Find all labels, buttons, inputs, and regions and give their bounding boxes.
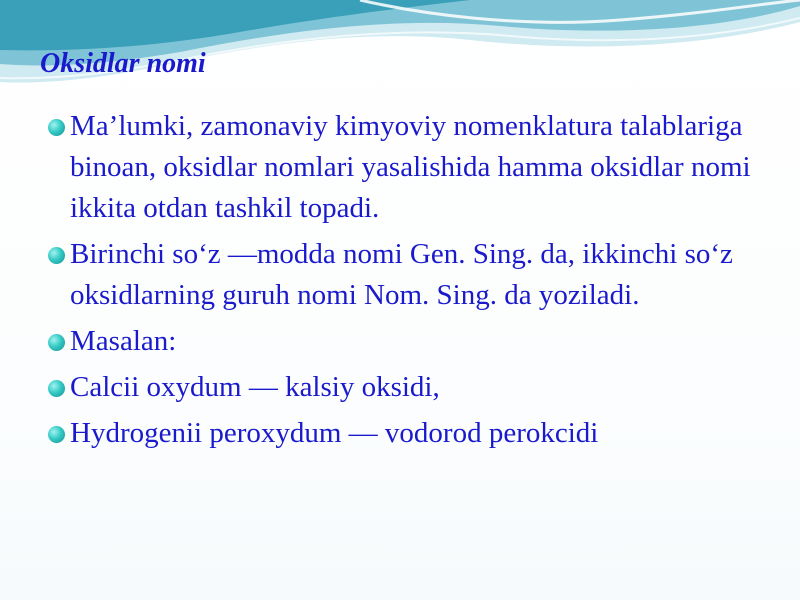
bullet-text: Ma’lumki, zamonaviy kimyoviy nomenklatura talablariga binoan, oksidlar nomlari yasalishida hamma oksidlar nomi ikkita otdan tashkil topadi. (70, 110, 751, 224)
slide-title: Oksidlar nomi (40, 48, 206, 79)
bullet-text: Masalan: (70, 325, 177, 357)
bullet-text: Birinchi so‘z —modda nomi Gen. Sing. da, ikkinchi so‘z oksidlarning guruh nomi Nom. Sing. da yoziladi. (70, 238, 733, 311)
bullet-text: Calcii oxydum — kalsiy oksidi, (70, 371, 440, 403)
bullet-text: Hydrogenii peroxydum — vodorod perokcidi (70, 417, 599, 449)
bullet-item (48, 106, 768, 229)
teal-bullet-icon (48, 426, 65, 443)
bullet-list (48, 106, 768, 459)
teal-bullet-icon (48, 380, 65, 397)
bullet-item (48, 234, 768, 316)
bullet-item (48, 321, 768, 362)
teal-bullet-icon (48, 334, 65, 351)
teal-bullet-icon (48, 247, 65, 264)
teal-bullet-icon (48, 119, 65, 136)
bullet-item (48, 367, 768, 408)
bullet-item (48, 413, 768, 454)
